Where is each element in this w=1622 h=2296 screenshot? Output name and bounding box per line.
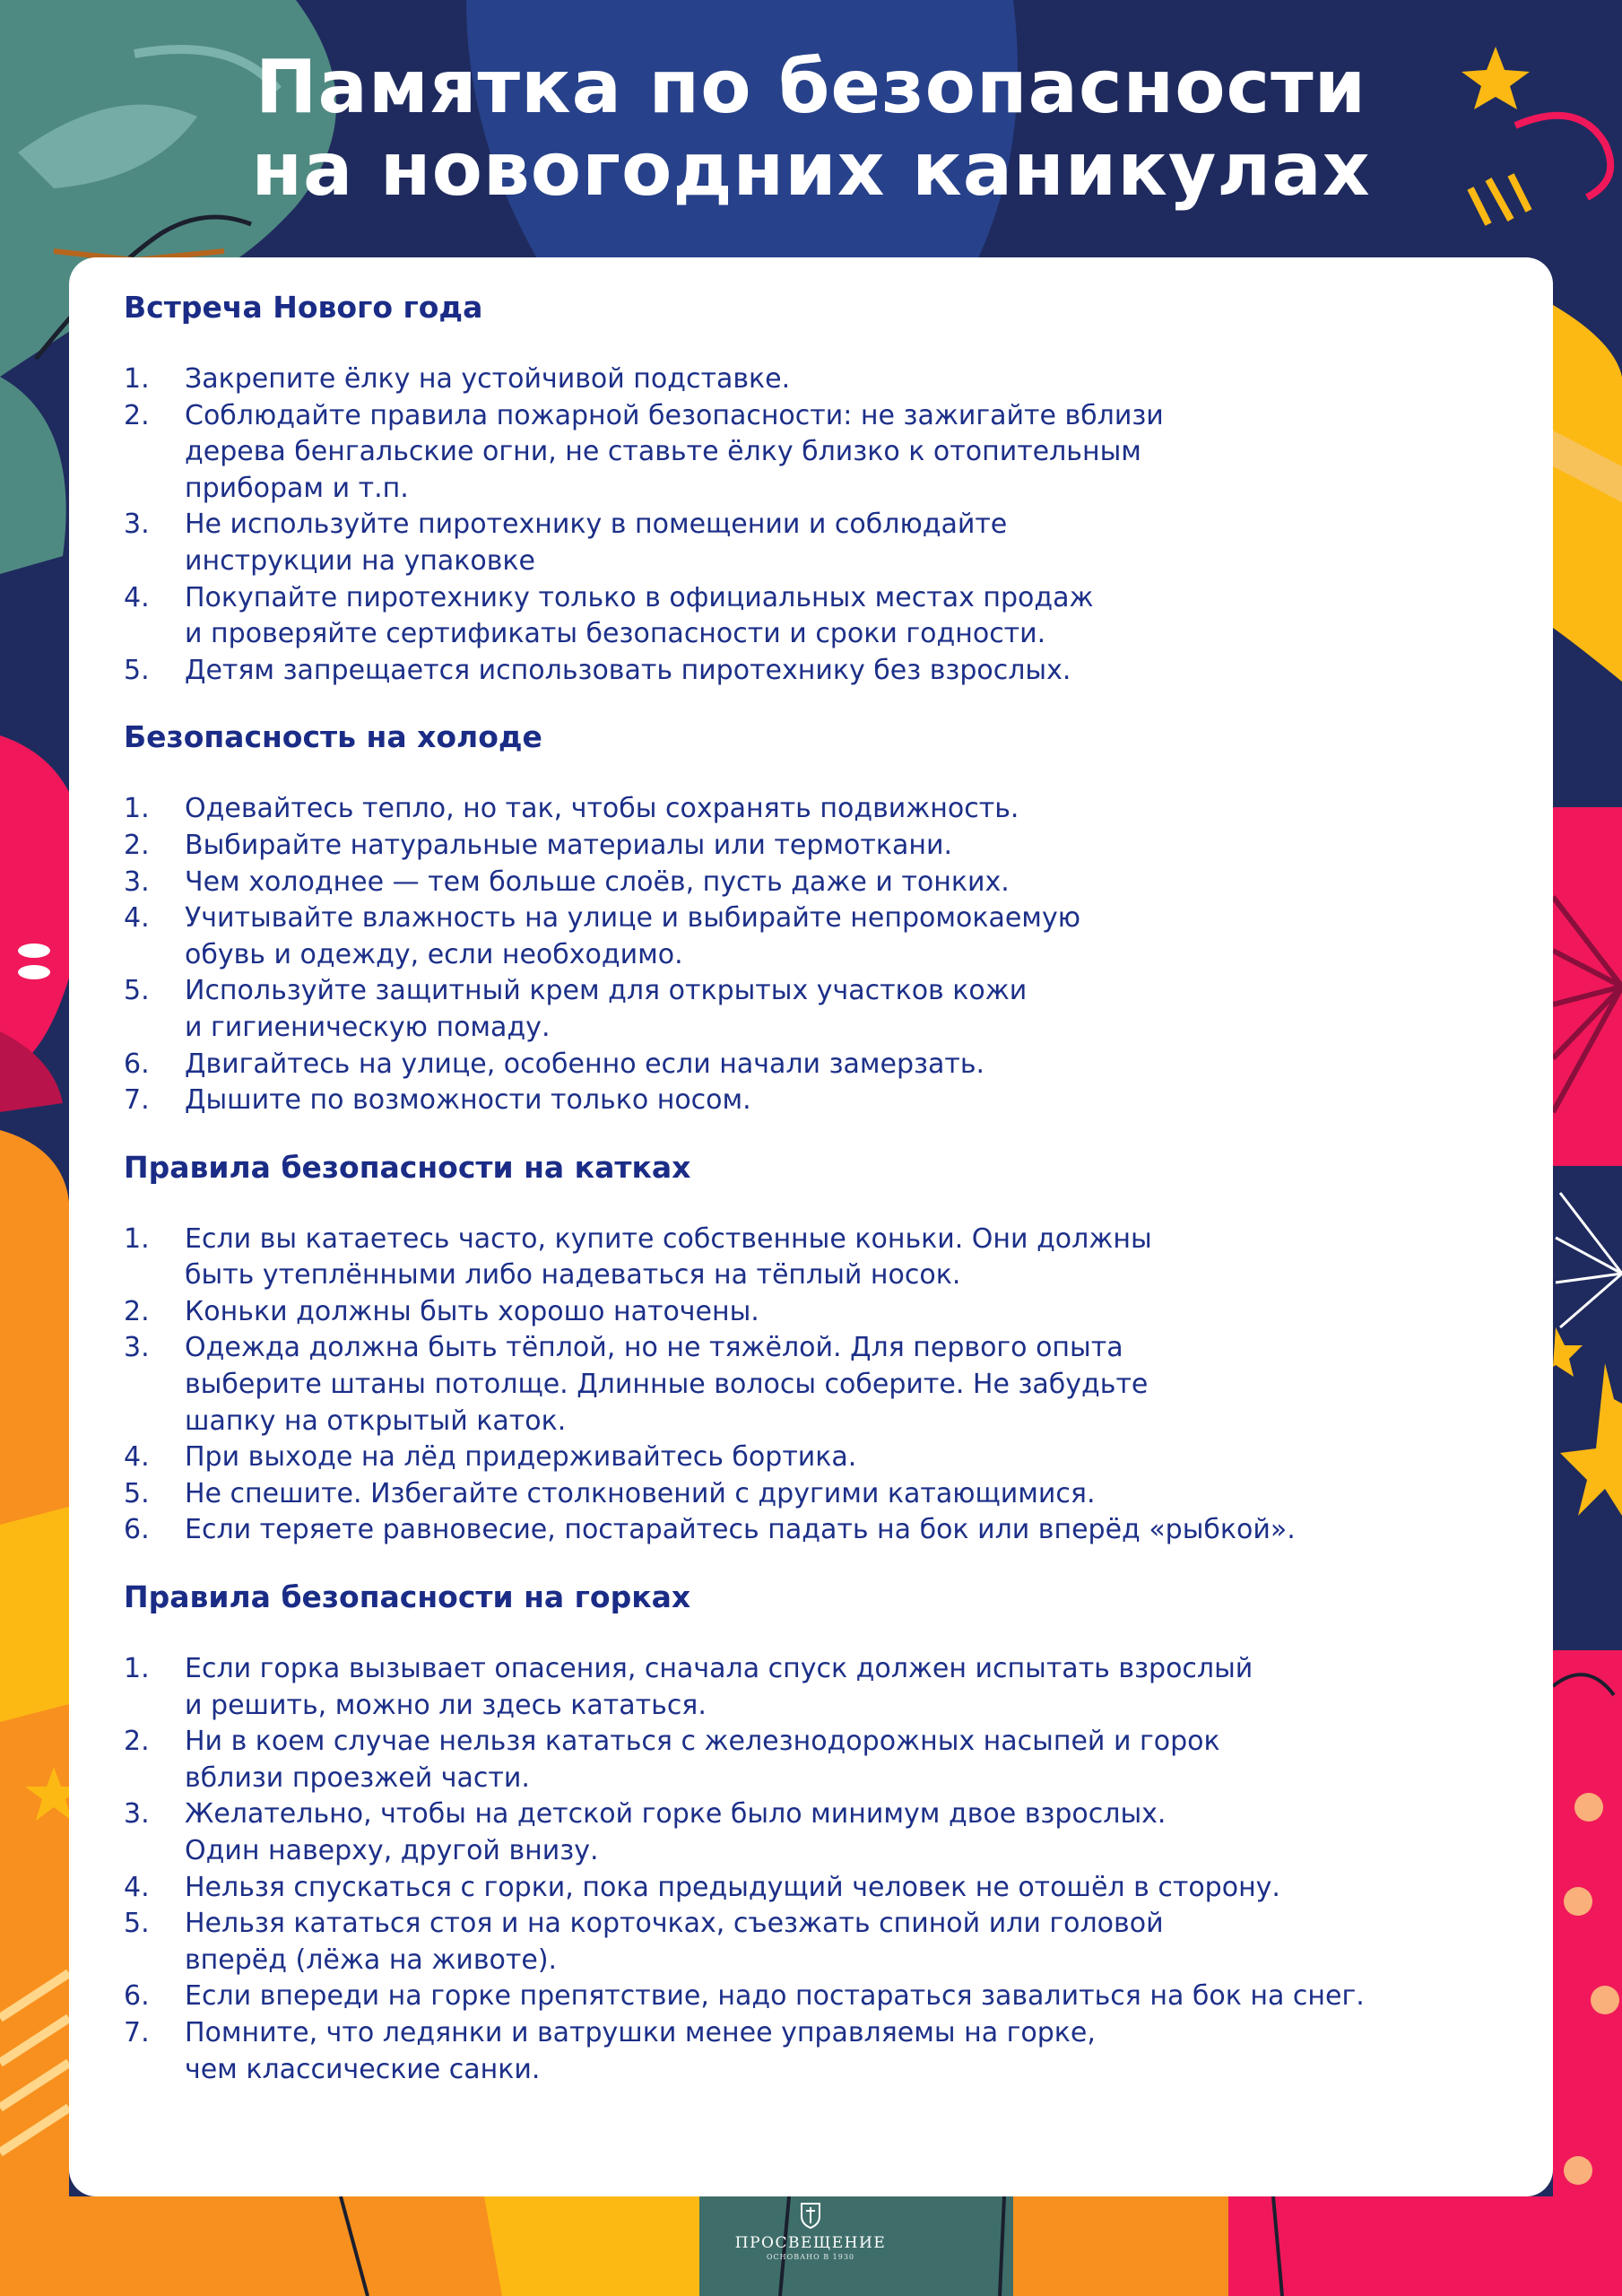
item-text: Не используйте пиротехнику в помещении и соблюдайте инструкции на упаковке [185, 509, 1008, 577]
item-number: 5. [124, 1908, 150, 1940]
list-item [124, 1796, 1499, 1869]
item-number: 1. [124, 363, 150, 395]
list-item [124, 865, 1499, 901]
list-item [124, 1222, 1499, 1294]
item-number: 3. [124, 1798, 150, 1831]
page-title-line-2: на новогодних каникулах [251, 127, 1371, 213]
list-item [124, 1979, 1499, 2015]
item-number: 7. [124, 1084, 150, 1117]
rules-list [124, 1222, 1499, 1549]
item-number: 3. [124, 865, 150, 898]
item-text: Нельзя кататься стоя и на корточках, съезжать спиной или головой вперёд (лёжа на животе). [185, 1908, 1164, 1976]
list-item [124, 1724, 1499, 1796]
rules-list [124, 791, 1499, 1118]
list-item [124, 2015, 1499, 2088]
list-item [124, 507, 1499, 579]
list-item [124, 1083, 1499, 1119]
page-title-line-1: Памятка по безопасности [255, 45, 1367, 130]
item-number: 4. [124, 1441, 150, 1474]
list-item [124, 580, 1499, 653]
item-number: 3. [124, 1332, 150, 1364]
section-cold-safety [124, 719, 1499, 1118]
item-number: 1. [124, 793, 150, 825]
rules-list [124, 1651, 1499, 2088]
item-text: Закрепите ёлку на устойчивой подставке. [185, 363, 791, 395]
item-text: Дышите по возможности только носом. [185, 1084, 751, 1117]
publisher-logo [721, 2202, 900, 2274]
item-text: Ни в коем случае нельзя кататься с железнодорожных насыпей и горок вблизи проезжей части. [185, 1726, 1220, 1794]
section-skating-rinks [124, 1150, 1499, 1549]
shield-emblem-icon [799, 2202, 822, 2229]
item-number: 4. [124, 902, 150, 935]
item-text: Выбирайте натуральные материалы или термоткани. [185, 829, 953, 861]
item-text: Используйте защитный крем для открытых участков кожи и гигиеническую помаду. [185, 975, 1028, 1043]
list-item [124, 828, 1499, 865]
item-number: 4. [124, 1871, 150, 1903]
list-item [124, 900, 1499, 973]
list-item [124, 1439, 1499, 1476]
list-item [124, 1294, 1499, 1331]
item-text: Если впереди на горке препятствие, надо постараться завалиться на бок на снег. [185, 1980, 1365, 2013]
section-sled-hills [124, 1579, 1499, 2088]
list-item [124, 653, 1499, 690]
item-text: Учитывайте влажность на улице и выбирайте непромокаемую обувь и одежду, если необходимо. [185, 902, 1080, 970]
item-number: 2. [124, 829, 150, 861]
item-number: 6. [124, 1048, 150, 1080]
logo-subtitle: ОСНОВАНО В 1930 [766, 2253, 854, 2261]
item-number: 2. [124, 1295, 150, 1327]
section-title: Безопасность на холоде [124, 719, 542, 755]
item-text: Нельзя спускаться с горки, пока предыдущий человек не отошёл в сторону. [185, 1871, 1280, 1903]
item-number: 3. [124, 509, 150, 541]
list-item [124, 1047, 1499, 1083]
item-number: 2. [124, 1726, 150, 1758]
list-item [124, 1651, 1499, 1724]
item-number: 6. [124, 1980, 150, 2013]
section-new-year [124, 290, 1499, 689]
item-text: Если вы катаетесь часто, купите собственные коньки. Они должны быть утеплёнными либо надеваться на тёплый носок. [185, 1222, 1152, 1292]
list-item [124, 1906, 1499, 1979]
item-text: Если горка вызывает опасения, сначала спуск должен испытать взрослый и решить, можно ли здесь кататься. [185, 1653, 1253, 1721]
item-text: Не спешите. Избегайте столкновений с другими катающимися. [185, 1477, 1096, 1509]
rules-list [124, 361, 1499, 689]
item-number: 4. [124, 581, 150, 613]
list-item [124, 1330, 1499, 1439]
item-text: Чем холоднее — тем больше слоёв, пусть даже и тонких. [185, 865, 1010, 898]
item-number: 7. [124, 2016, 150, 2048]
item-text: Помните, что ледянки и ватрушки менее управляемы на горке, чем классические санки. [185, 2016, 1096, 2085]
content-card [69, 257, 1553, 2196]
list-item [124, 398, 1499, 508]
item-number: 5. [124, 1477, 150, 1509]
list-item [124, 1512, 1499, 1549]
item-text: Соблюдайте правила пожарной безопасности: не зажигайте вблизи дерева бенгальские огни, не ставьте ёлку близко к отопительным приборам и т.п. [185, 399, 1164, 504]
item-text: Покупайте пиротехнику только в официальных местах продаж и проверяйте сертификаты безопасности и сроки годности. [185, 581, 1094, 650]
item-text: Одежда должна быть тёплой, но не тяжёлой. Для первого опыта выберите штаны потолще. Длинные волосы соберите. Не забудьте шапку на открытый каток. [185, 1332, 1149, 1437]
page-title [0, 47, 1622, 212]
item-number: 1. [124, 1222, 150, 1255]
item-text: Двигайтесь на улице, особенно если начали замерзать. [185, 1048, 985, 1080]
item-number: 2. [124, 399, 150, 431]
section-title: Встреча Нового года [124, 290, 483, 325]
list-item [124, 791, 1499, 828]
item-text: Одевайтесь тепло, но так, чтобы сохранять подвижность. [185, 793, 1019, 825]
item-number: 1. [124, 1653, 150, 1685]
section-title: Правила безопасности на горках [124, 1579, 691, 1615]
logo-name: ПРОСВЕЩЕНИЕ [734, 2234, 887, 2252]
item-text: Детям запрещается использовать пиротехнику без взрослых. [185, 654, 1071, 686]
list-item [124, 1476, 1499, 1513]
list-item [124, 1870, 1499, 1907]
item-text: Коньки должны быть хорошо наточены. [185, 1295, 759, 1327]
item-text: При выходе на лёд придерживайтесь бортика. [185, 1441, 857, 1474]
item-text: Желательно, чтобы на детской горке было минимум двое взрослых. Один наверху, другой внизу. [185, 1798, 1167, 1866]
item-number: 5. [124, 975, 150, 1007]
section-title: Правила безопасности на катках [124, 1149, 691, 1185]
item-number: 5. [124, 654, 150, 686]
list-item [124, 973, 1499, 1046]
item-text: Если теряете равновесие, постарайтесь падать на бок или вперёд «рыбкой». [185, 1514, 1296, 1546]
list-item [124, 361, 1499, 398]
item-number: 6. [124, 1514, 150, 1546]
